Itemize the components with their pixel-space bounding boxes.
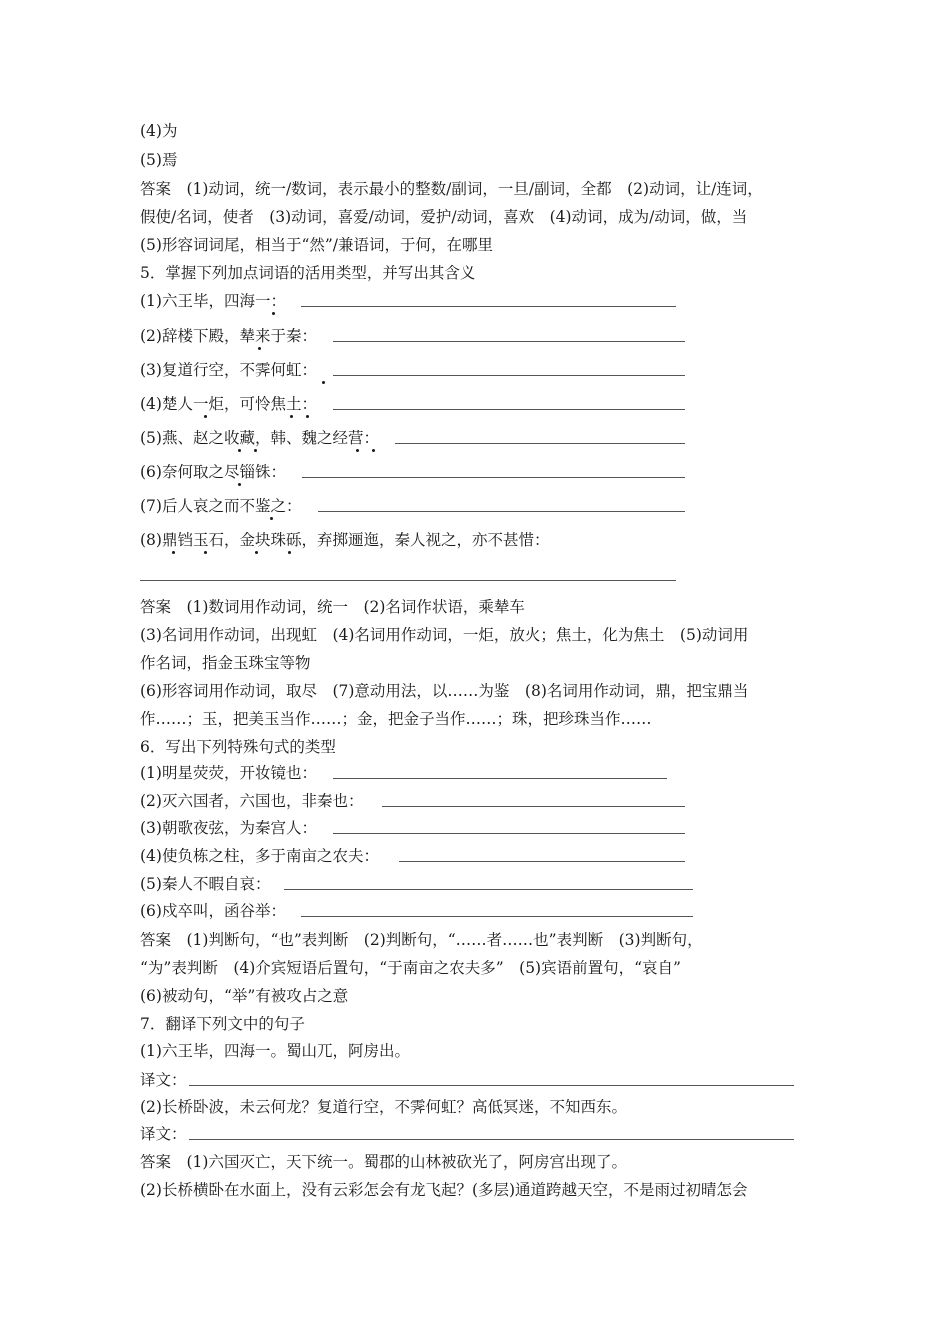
emphasis-dot xyxy=(288,551,291,554)
emphasis-dot xyxy=(258,347,261,350)
question-item: (6)奈何取之尽锱铢： xyxy=(140,463,286,481)
answer-line: 答案 (1)数词用作动词，统一 (2)名词作状语，乘辇车 xyxy=(140,598,525,616)
emphasis-dot xyxy=(255,551,258,554)
translation-blank[interactable] xyxy=(189,1139,794,1140)
answer-blank[interactable] xyxy=(333,833,685,834)
answer-blank[interactable] xyxy=(333,375,685,376)
question-item: (4)楚人一炬，可怜焦土： xyxy=(140,395,317,413)
question-heading: 6．写出下列特殊句式的类型 xyxy=(140,738,336,756)
emphasis-dot xyxy=(270,517,273,520)
answer-line: 作名词，指金玉珠宝等物 xyxy=(140,654,311,672)
question-item: (1)六王毕，四海一： xyxy=(140,292,286,310)
answer-blank[interactable] xyxy=(302,477,685,478)
question-item: (2)辞楼下殿，辇来于秦： xyxy=(140,327,317,345)
answer-line: (6)被动句，“举”有被攻占之意 xyxy=(140,987,349,1005)
question-item: (2)灭六国者，六国也，非秦也： xyxy=(140,792,364,810)
question-heading: 5．掌握下列加点词语的活用类型，并写出其含义 xyxy=(140,264,476,282)
answer-line: 假使/名词，使者 (3)动词，喜爱/动词，爱护/动词，喜欢 (4)动词，成为/动词，做，当 xyxy=(140,208,748,226)
question-item: (5)燕、赵之收藏，韩、魏之经营： xyxy=(140,429,379,447)
answer-blank[interactable] xyxy=(333,409,685,410)
emphasis-dot xyxy=(322,381,325,384)
answer-blank[interactable] xyxy=(301,916,693,917)
answer-line: 答案 (1)判断句，“也”表判断 (2)判断句，“……者……也”表判断 (3)判断句， xyxy=(140,931,703,949)
answer-blank[interactable] xyxy=(318,511,685,512)
emphasis-dot xyxy=(290,415,293,418)
answer-blank[interactable] xyxy=(333,341,685,342)
answer-blank[interactable] xyxy=(333,778,667,779)
answer-line: (6)形容词用作动词，取尽 (7)意动用法，以……为鉴 (8)名词用作动词，鼎，把宝鼎当 xyxy=(140,682,749,700)
translation-label: 译文： xyxy=(140,1125,187,1143)
translation-blank[interactable] xyxy=(189,1085,794,1086)
question-item: (3)朝歌夜弦，为秦宫人： xyxy=(140,819,317,837)
question-item: (3)复道行空，不霁何虹： xyxy=(140,361,317,379)
emphasis-dot xyxy=(254,449,257,452)
emphasis-dot xyxy=(238,483,241,486)
emphasis-dot xyxy=(172,551,175,554)
question-item: (4)使负栋之柱，多于南亩之农夫： xyxy=(140,847,379,865)
answer-blank[interactable] xyxy=(284,889,693,890)
answer-line: (5)形容词词尾，相当于“然”/兼语词，于何，在哪里 xyxy=(140,236,494,254)
emphasis-dot xyxy=(356,449,359,452)
answer-line: “为”表判断 (4)介宾短语后置句，“于南亩之农夫多” (5)宾语前置句，“哀自” xyxy=(140,959,681,977)
emphasis-dot xyxy=(204,415,207,418)
emphasis-dot xyxy=(238,449,241,452)
answer-line: 答案 (1)动词，统一/数词，表示最小的整数/副词，一旦/副词，全都 (2)动词，让/连词， xyxy=(140,180,763,198)
answer-blank[interactable] xyxy=(301,306,676,307)
answer-line: 作……；玉，把美玉当作……；金，把金子当作……；珠，把珍珠当作…… xyxy=(140,710,652,728)
emphasis-dot xyxy=(306,415,309,418)
answer-line: 答案 (1)六国灭亡，天下统一。蜀郡的山林被砍光了，阿房宫出现了。 xyxy=(140,1153,627,1171)
question-item: (8)鼎铛玉石，金块珠砾，弃掷逦迤，秦人视之，亦不甚惜： xyxy=(140,531,550,549)
emphasis-dot xyxy=(272,312,275,315)
answer-blank[interactable] xyxy=(395,443,685,444)
question-heading: 7．翻译下列文中的句子 xyxy=(140,1015,305,1033)
answer-line: (2)长桥横卧在水面上，没有云彩怎会有龙飞起？(多层)通道跨越天空，不是雨过初晴怎会 xyxy=(140,1181,748,1199)
answer-line: (3)名词用作动词，出现虹 (4)名词用作动词，一炬，放火；焦土，化为焦土 (5)动词用 xyxy=(140,626,749,644)
question-item: (5)秦人不暇自哀： xyxy=(140,875,271,893)
question-item: (2)长桥卧波，未云何龙？复道行空，不霁何虹？高低冥迷，不知西东。 xyxy=(140,1098,627,1116)
answer-blank[interactable] xyxy=(140,580,676,581)
emphasis-dot xyxy=(372,449,375,452)
emphasis-dot xyxy=(204,551,207,554)
text-line: (4)为 xyxy=(140,122,178,140)
text-line: (5)焉 xyxy=(140,151,178,169)
question-item: (1)明星荧荧，开妆镜也： xyxy=(140,764,317,782)
answer-blank[interactable] xyxy=(399,861,685,862)
question-item: (6)戍卒叫，函谷举： xyxy=(140,902,286,920)
question-item: (1)六王毕，四海一。蜀山兀，阿房出。 xyxy=(140,1042,410,1060)
translation-label: 译文： xyxy=(140,1071,187,1089)
question-item: (7)后人哀之而不鉴之： xyxy=(140,497,302,515)
answer-blank[interactable] xyxy=(382,806,685,807)
